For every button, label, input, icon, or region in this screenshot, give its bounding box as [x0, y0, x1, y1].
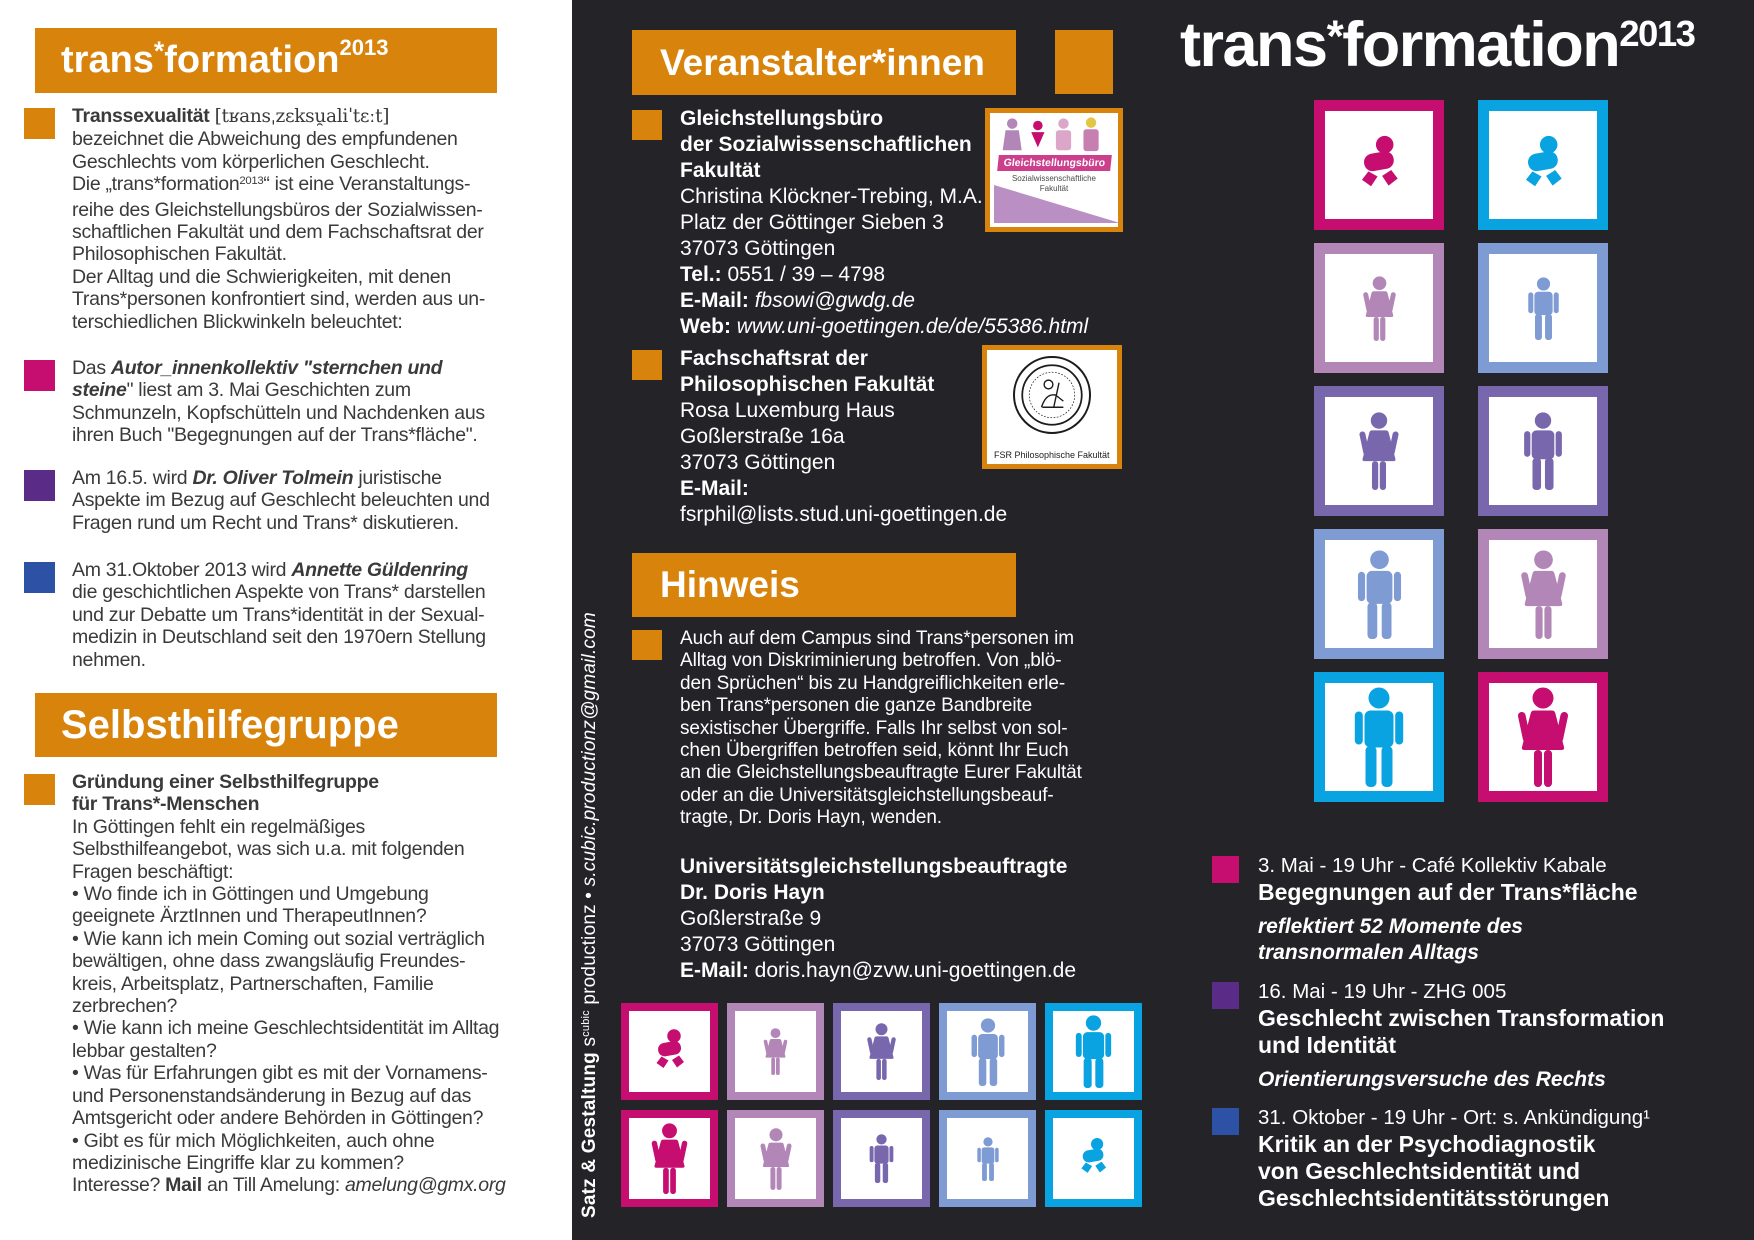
bullet-square-orange — [24, 774, 55, 805]
logo-caption-line1: Sozialwissenschaftliche — [1011, 174, 1097, 183]
pictogram-cell — [621, 1003, 718, 1100]
event-color-square — [1212, 982, 1239, 1009]
baby-icon — [1347, 133, 1412, 198]
pictogram-cell — [1478, 386, 1608, 516]
section-header-veranstalterinnen: Veranstalter*innen — [632, 30, 1016, 95]
event-item — [1258, 852, 1718, 966]
section-header-transformation: trans * formation 2013 — [35, 28, 497, 93]
man-icon — [1329, 687, 1429, 787]
logo-caption-line2: Fakultät — [1039, 183, 1069, 193]
bullet-square-blue — [24, 562, 55, 593]
university-seal-icon — [1013, 356, 1091, 434]
left-panel — [0, 0, 572, 1240]
bullet-square-orange — [632, 350, 662, 380]
pictogram-cell — [939, 1110, 1036, 1207]
pictogram-cell — [1314, 386, 1444, 516]
bullet-square-magenta — [24, 360, 55, 391]
man-icon — [1057, 1015, 1130, 1088]
event-title: Kritik an der Psychodiagnostik — [1258, 1131, 1596, 1157]
man-icon — [857, 1134, 906, 1183]
event-item — [1258, 1104, 1718, 1212]
gleichstellungsbuero-logo — [985, 108, 1123, 232]
event-paragraph-lesung: Das Autor_innenkollektiv "sternchen und steine" liest am 3. Mai Geschichten zum Schmunzeln, Kopfschütteln und Nachdenken aus ihren Buch "Begegnungen auf der Trans*fläche". — [72, 357, 485, 447]
man-icon — [1512, 277, 1575, 340]
event-title: Begegnungen auf der Trans*fläche — [1258, 879, 1638, 905]
woman-icon — [752, 1028, 799, 1075]
pictogram-grid-right — [1314, 100, 1608, 802]
woman-icon — [1340, 412, 1418, 490]
page-title: trans*formation$^{2013}$ — [1180, 10, 1695, 80]
woman-icon — [1499, 550, 1588, 639]
event-paragraph-tolmein: Am 16.5. wird Dr. Oliver Tolmein juristische Aspekte im Bezug auf Geschlecht beleuchten und Fragen rund um Recht und Trans* diskutieren. — [72, 467, 490, 534]
event-title: von Geschlechtsidentität und — [1258, 1158, 1581, 1184]
baby-icon — [1071, 1136, 1116, 1181]
event-date: 3. Mai - 19 Uhr - Café Kollektiv Kabale — [1258, 854, 1607, 877]
event-subtitle: reflektiert 52 Momente des transnormalen Alltags — [1258, 915, 1523, 964]
woman-icon — [634, 1123, 705, 1194]
event-date: 16. Mai - 19 Uhr - ZHG 005 — [1258, 980, 1507, 1003]
man-icon — [966, 1137, 1010, 1181]
pictogram-cell — [1314, 529, 1444, 659]
pictogram-cell — [727, 1110, 824, 1207]
bullet-square-orange — [24, 108, 55, 139]
pictogram-cell — [727, 1003, 824, 1100]
pictogram-cell — [1314, 243, 1444, 373]
pictogram-cell — [1478, 529, 1608, 659]
organizer-block-fachschaftsrat: Fachschaftsrat der Philosophischen Fakultät Rosa Luxemburg Haus Goßlerstraße 16a 37073 Göttingen E-Mail: fsrphil@lists.stud.uni-goettingen.de — [680, 347, 1008, 526]
pictogram-cell — [1478, 672, 1608, 802]
logo-banner-label: Gleichstellungsbüro — [997, 155, 1111, 171]
event-paragraph-gueldenring: Am 31.Oktober 2013 wird Annette Güldenring die geschichtlichen Aspekte von Trans* darstellen und zur Debatte um Trans*identität in der Sexual- medizin in Deutschland seit den 1970ern Stellung nehmen. — [72, 559, 486, 671]
logo-caption: FSR Philosophische Fakultät — [994, 450, 1110, 460]
deco-square-orange — [1055, 30, 1113, 94]
event-color-square — [1212, 856, 1239, 883]
hinweis-paragraph: Auch auf dem Campus sind Trans*personen im Alltag von Diskriminierung betroffen. Von „blö- den Sprüchen“ bis zu Handgreiflichkeiten erle- ben Trans*personen die ganze Bandbreite sexistischer Übergriffe. Falls Ihr selbst von sol- chen Übergriffen betroffen seid, könnt Ihr Euch an die Gleichstellungsbeauftragte Eurer Fakultät oder an die Universitätsgleichstellungsbeauf- tragte, Dr. Doris Hayn, wenden. — [680, 628, 1082, 829]
pictogram-cell — [833, 1110, 930, 1207]
logo-figures-icon — [997, 116, 1111, 154]
design-credit: Satz & Gestaltung $s^{cubic}$ productionz • s.cubic.productionz@gmail.com — [579, 612, 600, 1218]
woman-icon — [1347, 276, 1412, 341]
logo-caption — [994, 174, 1114, 193]
baby-icon — [1511, 133, 1576, 198]
woman-icon — [853, 1023, 910, 1080]
man-icon — [1335, 550, 1424, 639]
selbsthilfe-paragraph: Gründung einer Selbsthilfegruppe für Trans*-Menschen In Göttingen fehlt ein regelmäßiges Selbsthilfeangebot, was sich u.a. mit folgenden Fragen beschäftigt: • Wo finde ich in Göttingen und Umgebung geeignete ÄrztInnen und TherapeutInnen? • Wie kann ich mein Coming out sozial verträglich bewältigen, ohne dass zwangsläufig Freundes- kreis, Arbeitsplatz, Partnerschaften, Familie zerbrechen? • Wie kann ich meine Geschlechtsidentität im Alltag lebbar gestalten? • Was für Erfahrungen gibt es mit der Vornamens- und Personenstandsänderung in Bezug auf das Amtsgericht oder andere Behörden in Göttingen? • Gibt es für mich Möglichkeiten, auch ohne medizinische Eingriffe klar zu kommen? Interesse? Mail an Till Amelung: amelung@gmx.org — [72, 771, 506, 1197]
event-date: 31. Oktober - 19 Uhr - Ort: s. Ankündigung¹ — [1258, 1106, 1650, 1129]
fsr-logo — [982, 345, 1122, 469]
bullet-square-orange — [632, 110, 662, 140]
pictogram-cell — [1045, 1110, 1142, 1207]
pictogram-cell — [621, 1110, 718, 1207]
woman-icon — [1493, 687, 1593, 787]
event-color-square — [1212, 1108, 1239, 1135]
pictogram-grid-middle — [621, 1003, 1142, 1207]
section-header-selbsthilfegruppe: Selbsthilfegruppe — [35, 693, 497, 757]
event-title: Geschlecht zwischen Transformation — [1258, 1005, 1665, 1031]
pictogram-cell — [1045, 1003, 1142, 1100]
man-icon — [1504, 412, 1582, 490]
pictogram-cell — [833, 1003, 930, 1100]
baby-icon — [645, 1027, 695, 1077]
woman-icon — [745, 1128, 807, 1190]
contact-block-doris-hayn: Universitätsgleichstellungsbeauftragte Dr. Doris Hayn Goßlerstraße 9 37073 Göttingen E-Mail: doris.hayn@zvw.uni-goettingen.de — [680, 855, 1077, 982]
event-title: und Identität — [1258, 1032, 1396, 1058]
pictogram-cell — [1314, 100, 1444, 230]
section-header-hinweis: Hinweis — [632, 553, 1016, 617]
bullet-square-purple — [24, 470, 55, 501]
event-subtitle: Orientierungsversuche des Rechts — [1258, 1068, 1606, 1091]
man-icon — [954, 1018, 1022, 1086]
event-item — [1258, 978, 1718, 1093]
bullet-square-orange — [632, 630, 662, 660]
pictogram-cell — [1478, 243, 1608, 373]
pictogram-cell — [1314, 672, 1444, 802]
pictogram-cell — [1478, 100, 1608, 230]
event-title: Geschlechtsidentitätsstörungen — [1258, 1185, 1610, 1211]
organizer-block-gleichstellungsbuero: Gleichstellungsbüro der Sozialwissenschaftlichen Fakultät Christina Klöckner-Trebing, M.A. Platz der Göttinger Sieben 3 37073 Göttingen Tel.: 0551 / 39 – 4798 E-Mail: fbsowi@gwdg.de Web: www.uni-goettingen.de/de/55386.html — [680, 107, 1089, 338]
intro-paragraph: Transsexualität [tʁansˌzɛksu̯aliˈtɛːt] bezeichnet die Abweichung des empfundenen Geschlechts vom körperlichen Geschlecht. Die „trans*formation$^{2013}$“ ist eine Veranstaltungs- reihe des Gleichstellungsbüros der Sozialwissen- schaftlichen Fakultät und dem Fachschaftsrat der Philosophischen Fakultät. Der Alltag und die Schwierigkeiten, mit denen Trans*personen konfrontiert sind, werden aus un- terschiedlichen Blickwinkeln beleuchtet: — [72, 105, 486, 333]
pictogram-cell — [939, 1003, 1036, 1100]
